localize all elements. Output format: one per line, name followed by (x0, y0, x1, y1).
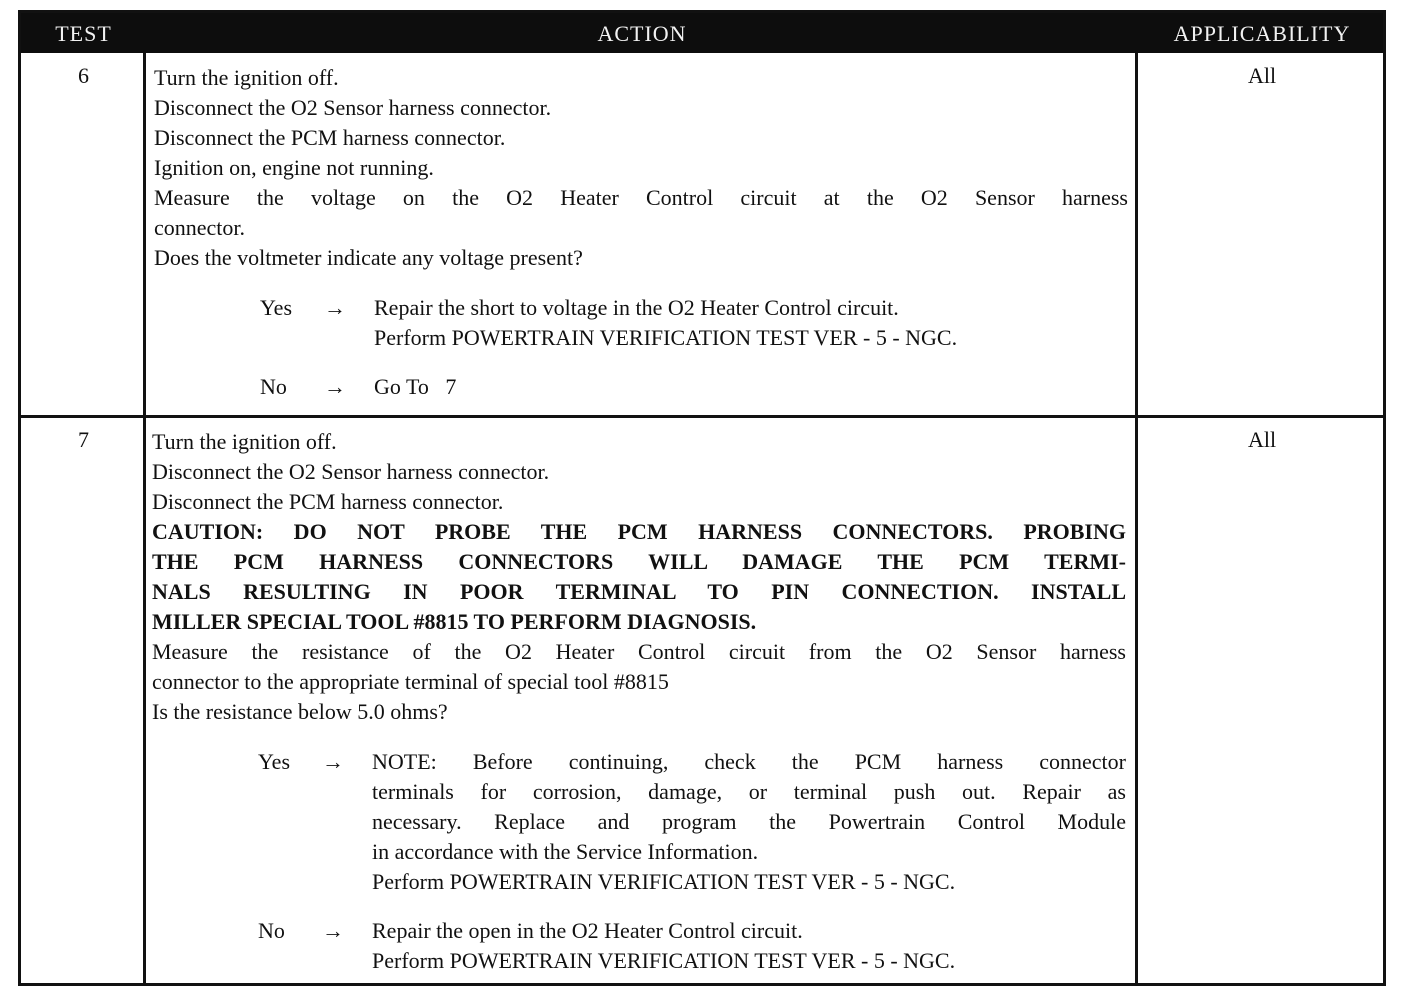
step-text: Disconnect the O2 Sensor harness connector. (154, 95, 552, 120)
step-text: Ignition on, engine not running. (154, 155, 434, 180)
header-test: TEST (55, 21, 112, 46)
answer-text: Go To 7 (374, 374, 457, 399)
answer-text: necessary. Replace and program the Powertrain Control Module (372, 809, 1126, 834)
yes-label: Yes (260, 295, 293, 320)
test-number: 6 (78, 63, 89, 88)
step-text: Measure the resistance of the O2 Heater Control circuit from the O2 Sensor harness (152, 639, 1126, 664)
no-label: No (260, 374, 287, 399)
answer-text: Perform POWERTRAIN VERIFICATION TEST VER - 5 - NGC. (372, 948, 956, 973)
step-text: Disconnect the PCM harness connector. (152, 489, 504, 514)
applicability-value: All (1247, 63, 1277, 88)
answer-text: NOTE: Before continuing, check the PCM harness connector (372, 749, 1126, 774)
step-text: Disconnect the O2 Sensor harness connector. (152, 459, 550, 484)
action-cell (154, 63, 1128, 402)
question-text: Does the voltmeter indicate any voltage present? (154, 245, 583, 270)
step-text: connector to the appropriate terminal of special tool #8815 (152, 669, 669, 694)
answer-text: Repair the open in the O2 Heater Control circuit. (372, 918, 803, 943)
right-arrow-icon: → (324, 374, 346, 399)
answer-text: in accordance with the Service Information. (372, 839, 759, 864)
answer-text: Repair the short to voltage in the O2 Heater Control circuit. (374, 295, 899, 320)
caution-text: NALS RESULTING IN POOR TERMINAL TO PIN CONNECTION. INSTALL (152, 579, 1126, 604)
right-arrow-icon: → (322, 918, 344, 943)
step-text: Turn the ignition off. (152, 429, 337, 454)
table-header (21, 13, 1383, 53)
right-arrow-icon: → (322, 749, 344, 774)
question-text: Is the resistance below 5.0 ohms? (152, 699, 448, 724)
caution-text: THE PCM HARNESS CONNECTORS WILL DAMAGE THE PCM TERMI- (152, 549, 1126, 574)
table-row (21, 53, 1383, 415)
caution-text: CAUTION: DO NOT PROBE THE PCM HARNESS CONNECTORS. PROBING (152, 519, 1126, 544)
answer-text: Perform POWERTRAIN VERIFICATION TEST VER - 5 - NGC. (372, 869, 956, 894)
diagnostic-test-table (18, 10, 1386, 986)
step-text: Turn the ignition off. (154, 65, 339, 90)
caution-text: MILLER SPECIAL TOOL #8815 TO PERFORM DIAGNOSIS. (152, 609, 757, 634)
answer-text: terminals for corrosion, damage, or terminal push out. Repair as (372, 779, 1126, 804)
test-number: 7 (78, 427, 89, 452)
answer-text: Perform POWERTRAIN VERIFICATION TEST VER - 5 - NGC. (374, 325, 958, 350)
applicability-value: All (1247, 427, 1277, 452)
yes-answer (152, 747, 1126, 897)
step-text: connector. (154, 215, 246, 240)
no-label: No (258, 918, 285, 943)
step-text: Disconnect the PCM harness connector. (154, 125, 506, 150)
table-row (21, 415, 1383, 986)
header-action: ACTION (597, 21, 687, 46)
yes-answer (154, 293, 1128, 353)
no-answer (152, 916, 1126, 976)
no-answer (154, 372, 1128, 402)
yes-label: Yes (258, 749, 291, 774)
caution-warning (152, 517, 1126, 637)
right-arrow-icon: → (324, 295, 346, 320)
action-cell (152, 427, 1126, 976)
header-applicability: APPLICABILITY (1173, 21, 1351, 46)
step-text: Measure the voltage on the O2 Heater Control circuit at the O2 Sensor harness (154, 185, 1128, 210)
